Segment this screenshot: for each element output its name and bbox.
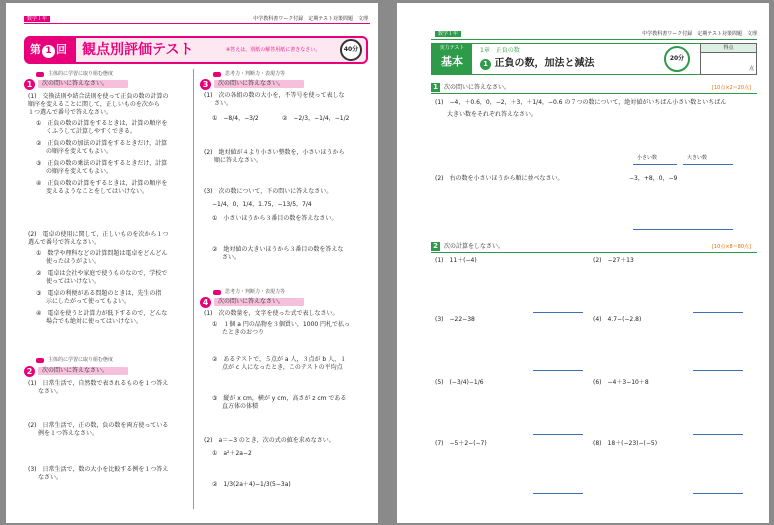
- q4-p2-a: ① a²＋2a−2: [212, 450, 252, 457]
- col-small-label: 小さい数: [637, 155, 658, 161]
- q2-tag: 主体的に学習に取り組む態度: [34, 357, 113, 364]
- q2-rule: [431, 252, 757, 253]
- q4-p1-a-line: たときのおつり: [222, 329, 264, 336]
- answer-line-order[interactable]: [633, 229, 733, 230]
- q1-p1-option: ② 正負の数の加法の計算をするときだけ，計算: [36, 140, 168, 147]
- q3-p1-line: (1) 次の各組の数の大小を，不等号を使って表しな: [204, 92, 345, 99]
- q1-p2-option: 示にしたがって使ってもよい。: [46, 298, 131, 305]
- q1-heading: 次の問いに答えなさい。: [444, 84, 511, 91]
- q4-number: 4: [200, 297, 211, 308]
- q1-p2-option: ① 数学や理科などの計算問題は電卓をどんどん: [36, 250, 168, 257]
- q3-p3: (3) 次の数について，下の問いに答えなさい。: [204, 188, 333, 195]
- q1-p1-option: ④ 正負の数の計算をするときは，計算の順序を: [36, 180, 168, 187]
- q1-p2-options: [36, 250, 188, 326]
- q1-number: 1: [24, 79, 35, 90]
- q1-p2: (2) 右の数を小さいほうから順に並べなさい。: [435, 175, 564, 182]
- timer-icon: 40分: [340, 39, 362, 61]
- q2-number: 2: [24, 366, 35, 377]
- q1-p2-option: ② 電卓は会社や家庭で使うものなので，学校で: [36, 270, 168, 277]
- title-number: 1: [480, 59, 491, 70]
- title-banner: [24, 36, 368, 64]
- answer-notice: ※答えは，別紙の解答用紙に書きなさい。: [226, 47, 321, 53]
- answer-line[interactable]: [533, 434, 583, 435]
- page-title: 観点別評価テスト: [82, 42, 194, 58]
- q1-p1: [28, 93, 188, 117]
- q2-item: (8) 18＋(−23)−(−5): [593, 440, 658, 447]
- q3-p2-line: 順に答えなさい。: [214, 157, 263, 164]
- q1-number: 1: [431, 83, 440, 92]
- q1-p2-option: ④ 電卓を使うと計算力が低下するので，どんな: [36, 310, 168, 317]
- answer-line[interactable]: [693, 493, 743, 494]
- q1-p2: [28, 231, 188, 247]
- q3-p3-b-line: ② 絶対値の大きいほうから３番目の数を答えな: [212, 246, 344, 253]
- q3-tag: 思考力・判断力・表現力等: [211, 71, 285, 78]
- q4-p1: (1) 次の数量を，文字を使った式で表しなさい。: [204, 310, 339, 317]
- chapter-label: 1章 正負の数: [480, 47, 520, 54]
- grade-badge: 数学１年: [24, 16, 50, 22]
- test-type-level: 基本: [441, 55, 463, 68]
- q3-p3-b: [212, 246, 370, 262]
- q1-rule: [431, 93, 757, 94]
- answer-line[interactable]: [533, 370, 583, 371]
- q1-p2-option: 使ったほうがよい。: [46, 258, 101, 265]
- test-type-badge: [432, 44, 472, 74]
- header-rule: [431, 39, 757, 40]
- timer-icon: 20分: [664, 46, 690, 72]
- score-box: [700, 43, 757, 75]
- q3-p3-numbers: −1/4，0，1/4，1.75，−13/5，7/4: [212, 201, 312, 208]
- test-type-top: 実力テスト: [439, 45, 465, 51]
- q2-number: 2: [431, 242, 440, 251]
- round-number: 1: [42, 45, 55, 58]
- q1-p1-option: ① 正負の数の計算をするときは，計算の順序を: [36, 120, 168, 127]
- q1-p1-option: くふうして計算しやすくできる。: [46, 128, 137, 135]
- q1-p1-line: (1) 交換法則や結合法則を使って正負の数の計算の: [28, 93, 169, 100]
- score-label: 得点: [701, 44, 756, 53]
- q4-p2-b: ② 1/3(2a＋4)−1/3(5−3a): [212, 481, 291, 488]
- answer-line-large[interactable]: [683, 164, 733, 165]
- q2-item: (6) −4＋3−10＋8: [593, 379, 649, 386]
- header-publisher: 中学教科書ワーク付録 定期テスト対策問題 文理: [253, 16, 368, 22]
- q4-heading: 次の問いに答えなさい。: [218, 298, 285, 305]
- header-rule: [24, 23, 370, 24]
- round-badge: [26, 38, 76, 62]
- q1-p1-option: ③ 正負の数の乗法の計算をするときだけ，計算: [36, 160, 168, 167]
- q1-p1: [435, 99, 755, 119]
- q4-p1-c-line: ③ 縦が x cm，横が y cm，高さが z cm である: [212, 395, 347, 402]
- q1-p1-options: [36, 120, 188, 196]
- q2-p2: [28, 422, 188, 438]
- q4-p1-a-line: ① １個 a 円の品物を３個買い，1000 円札で払っ: [212, 321, 351, 328]
- q1-points: [10点×2＝20点]: [712, 85, 751, 91]
- q3-p1-b: ② −2/3，−1/4，−1/2: [282, 115, 350, 122]
- test-page-left: [6, 3, 378, 523]
- q4-p1-b-line: 点が c 人になったとき，このテストの平均点: [222, 364, 343, 371]
- answer-line[interactable]: [533, 312, 583, 313]
- q2-item: (1) 11＋(−4): [435, 257, 477, 264]
- q4-tag: 思考力・判断力・表現力等: [211, 289, 285, 296]
- page-title: [480, 57, 594, 71]
- q1-p2-option: 使ってはいけない。: [46, 278, 101, 285]
- q2-p1-line: なさい。: [38, 388, 63, 395]
- q3-p3-a: ① 小さいほうから３番目の数を答えなさい。: [212, 215, 338, 222]
- answer-line[interactable]: [693, 312, 743, 313]
- q2-p2-line: (2) 日常生活で，正の数，負の数を両方使っている: [28, 422, 169, 429]
- title-banner: [431, 43, 757, 75]
- q1-heading: 次の問いに答えなさい。: [42, 80, 109, 87]
- q4-p1-c: [212, 395, 370, 411]
- q2-heading: 次の問いに答えなさい。: [42, 367, 109, 374]
- q1-p2-option: ③ 電卓の利便がある問題のときは，先生の指: [36, 290, 162, 297]
- answer-line-small[interactable]: [633, 164, 677, 165]
- col-large-label: 大きい数: [687, 155, 708, 161]
- q1-p2-line: (2) 電卓の使用に関して，正しいものを次から１つ: [28, 231, 169, 238]
- title-text: 正負の数，加法と減法: [494, 58, 595, 69]
- q1-p1-option: の順序を変えてもよい。: [46, 168, 113, 175]
- q1-p1-option: 変えるようなことをしてはいけない。: [46, 188, 149, 195]
- q3-p2-line: (2) 絶対値が４より小さい整数を，小さいほうから: [204, 149, 345, 156]
- round-suffix: 回: [56, 43, 67, 56]
- test-page-right: [397, 3, 769, 523]
- column-divider: [193, 69, 194, 509]
- header-publisher: 中学教科書ワーク付録 定期テスト対策問題 文理: [642, 31, 757, 37]
- q2-points: [10点×8＝80点]: [712, 244, 751, 250]
- q2-p3-line: (3) 日常生活で，数の大小を比較する例を１つ答え: [28, 466, 169, 473]
- score-unit: 点: [748, 66, 754, 72]
- answer-line[interactable]: [693, 370, 743, 371]
- q1-p1-line: (1) −4，＋0.6，0，−2，＋3，＋1/4，−0.6 の７つの数について，絶対値がいちばん小さい数といちばん: [435, 99, 727, 106]
- q3-p1: [204, 92, 369, 108]
- q1-p2-line: 選んで番号で答えなさい。: [28, 239, 101, 246]
- q2-item: (4) 4.7−(−2.8): [593, 316, 642, 323]
- q1-p1-line: 大きい数をそれぞれ答えなさい。: [447, 111, 538, 118]
- q3-p2: [204, 149, 369, 165]
- q2-p1-line: (1) 日常生活で，自然数で表されるものを１つ答え: [28, 380, 169, 387]
- q4-p1-b-line: ② あるテストで，５点が a 人，３点が b 人，１: [212, 356, 347, 363]
- q1-p1-option: の順序を変えてもよい。: [46, 148, 113, 155]
- q3-p1-a: ① −8/4，−3/2: [212, 115, 259, 122]
- q1-p1-line: 順序を変えることに関して，正しいものを次から: [28, 101, 160, 108]
- q2-p3: [28, 466, 188, 482]
- answer-line[interactable]: [693, 434, 743, 435]
- q2-item: (2) −27＋13: [593, 257, 634, 264]
- q2-item: (3) −22−38: [435, 316, 475, 323]
- q2-p1: [28, 380, 188, 396]
- round-prefix: 第: [30, 43, 41, 56]
- answer-line[interactable]: [533, 493, 583, 494]
- q3-p3-b-line: さい。: [222, 254, 241, 261]
- q4-p1-c-line: 直方体の体積: [222, 403, 259, 410]
- q1-p2-option: 場合でも絶対に使ってはいけない。: [46, 318, 143, 325]
- q3-heading: 次の問いに答えなさい。: [218, 80, 285, 87]
- q2-p3-line: なさい。: [38, 474, 63, 481]
- q4-p1-b: [212, 356, 370, 372]
- q1-tag: 主体的に学習に取り組む態度: [34, 71, 113, 78]
- grade-badge: 数学１年: [435, 31, 461, 37]
- q2-item: (7) −5＋2−(−7): [435, 440, 487, 447]
- q4-p2: (2) a＝−3 のとき，次の式の値を求めなさい。: [204, 437, 335, 444]
- q2-p2-line: 例を１つ答えなさい。: [38, 430, 99, 437]
- q3-number: 3: [200, 79, 211, 90]
- q1-p2-numbers: −3，+8，0，−9: [629, 175, 678, 182]
- q4-p1-a: [212, 321, 370, 337]
- q2-item: (5) (−3/4)−1/6: [435, 379, 484, 386]
- q3-p1-line: さい。: [214, 100, 233, 107]
- q1-p1-line: １つ選んで番号で答えなさい。: [28, 109, 113, 116]
- q2-heading: 次の計算をしなさい。: [444, 243, 505, 250]
